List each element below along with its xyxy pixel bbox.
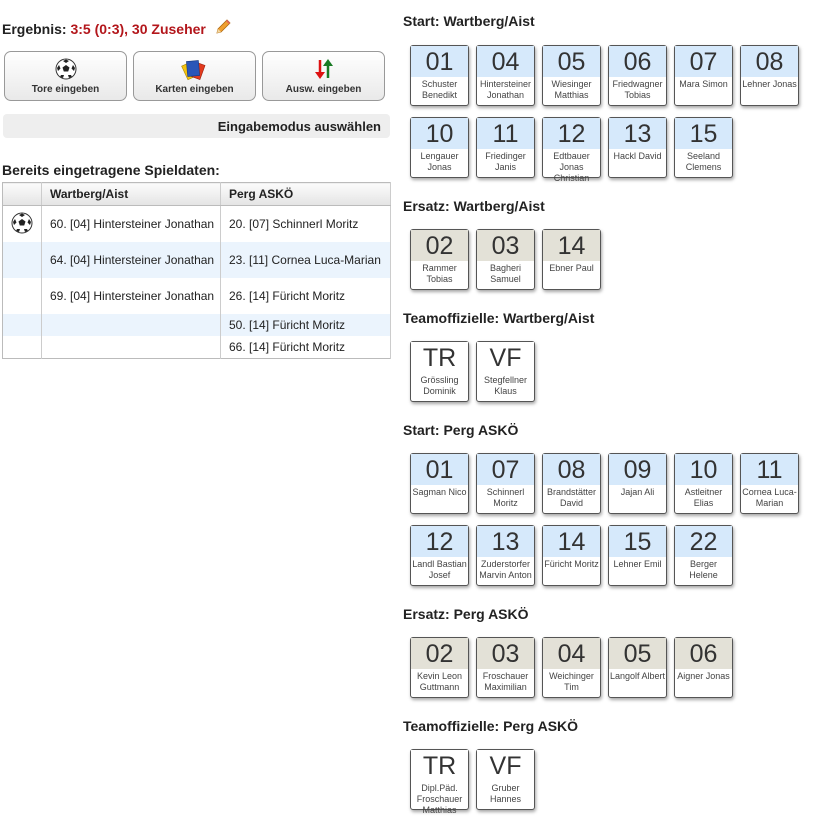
player-number: 01 [411, 46, 468, 77]
cards-icon [134, 58, 255, 80]
events-header-icon [3, 183, 42, 206]
ball-icon [11, 223, 33, 237]
player-card[interactable] [608, 525, 667, 586]
group-title-officials-home: Teamoffizielle: Wartberg/Aist [403, 310, 595, 326]
official-role: VF [477, 342, 534, 373]
group-title-start-away: Start: Perg ASKÖ [403, 422, 519, 438]
player-number: 06 [609, 46, 666, 77]
player-card[interactable] [476, 229, 535, 290]
input-mode-selector[interactable]: Eingabemodus auswählen [3, 114, 390, 138]
player-name: Langolf Albert [609, 671, 666, 681]
enter-goals-button[interactable] [4, 51, 127, 101]
result-label: Ergebnis: [2, 21, 67, 37]
official-role: TR [411, 342, 468, 373]
player-name: Berger Helene [689, 559, 718, 580]
table-row[interactable] [3, 242, 391, 278]
player-card[interactable] [674, 453, 733, 514]
player-card[interactable] [410, 229, 469, 290]
player-card[interactable] [674, 525, 733, 586]
official-name: Grössling Dominik [420, 375, 459, 396]
player-name: Friedinger Janis [485, 151, 526, 172]
event-away-cell: 50. [14] Füricht Moritz [221, 314, 391, 336]
enter-substitutions-label: Ausw. eingeben [285, 84, 362, 95]
enter-cards-label: Karten eingeben [155, 84, 234, 95]
player-number: 08 [741, 46, 798, 77]
player-number: 05 [543, 46, 600, 77]
player-number: 01 [411, 454, 468, 485]
player-card[interactable] [476, 453, 535, 514]
player-number: 02 [411, 230, 468, 261]
group-title-officials-away: Teamoffizielle: Perg ASKÖ [403, 718, 579, 734]
player-card[interactable] [542, 453, 601, 514]
player-name: Rammer Tobias [422, 263, 457, 284]
player-name: Hackl David [613, 151, 662, 161]
player-card[interactable] [608, 453, 667, 514]
player-number: 10 [675, 454, 732, 485]
player-number: 12 [411, 526, 468, 557]
player-number: 07 [477, 454, 534, 485]
player-card[interactable] [542, 525, 601, 586]
player-card[interactable] [410, 117, 469, 178]
table-row[interactable] [3, 278, 391, 314]
player-name: Schinnerl Moritz [486, 487, 525, 508]
player-number: 14 [543, 230, 600, 261]
player-name: Hintersteiner Jonathan [479, 79, 532, 100]
table-row[interactable] [3, 314, 391, 336]
player-name: Astleitner Elias [684, 487, 723, 508]
enter-substitutions-button[interactable] [262, 51, 385, 101]
player-number: 14 [543, 526, 600, 557]
event-away-cell: 26. [14] Füricht Moritz [221, 278, 391, 314]
player-card[interactable] [542, 637, 601, 698]
player-name: Schuster Benedikt [421, 79, 458, 100]
player-name: Froschauer Maximilian [482, 671, 529, 692]
player-name: Friedwagner Tobias [612, 79, 663, 100]
player-number: 03 [477, 230, 534, 261]
event-type-cell [3, 314, 42, 336]
enter-cards-button[interactable] [133, 51, 256, 101]
player-number: 05 [609, 638, 666, 669]
player-number: 03 [477, 638, 534, 669]
result-line [2, 18, 232, 39]
player-name: Weichinger Tim [549, 671, 594, 692]
player-card[interactable] [476, 45, 535, 106]
player-number: 11 [741, 454, 798, 485]
event-away-cell: 23. [11] Cornea Luca-Marian [221, 242, 391, 278]
player-card[interactable] [410, 525, 469, 586]
player-card[interactable] [608, 637, 667, 698]
player-name: Wiesinger Matthias [551, 79, 592, 100]
pencil-edit-icon[interactable] [214, 18, 232, 39]
player-name: Sagman Nico [412, 487, 467, 497]
swap-arrows-icon [263, 58, 384, 80]
player-card[interactable] [542, 229, 601, 290]
player-number: 12 [543, 118, 600, 149]
event-type-cell [3, 206, 42, 243]
player-name: Ebner Paul [549, 263, 594, 273]
event-type-cell [3, 242, 42, 278]
player-card[interactable] [608, 117, 667, 178]
player-name: Aigner Jonas [677, 671, 730, 681]
table-row[interactable] [3, 336, 391, 359]
player-card[interactable] [476, 525, 535, 586]
group-title-subs-away: Ersatz: Perg ASKÖ [403, 606, 529, 622]
official-role: TR [411, 750, 468, 781]
player-card[interactable] [740, 453, 799, 514]
official-name: Stegfellner Klaus [483, 375, 528, 396]
player-number: 13 [477, 526, 534, 557]
events-title: Bereits eingetragene Spieldaten: [2, 162, 220, 178]
event-home-cell [42, 336, 221, 359]
group-title-subs-home: Ersatz: Wartberg/Aist [403, 198, 545, 214]
player-card[interactable] [608, 45, 667, 106]
player-card[interactable] [542, 117, 601, 183]
official-name: Gruber Hannes [489, 783, 522, 804]
player-name: Jajan Ali [620, 487, 655, 497]
events-header-away: Perg ASKÖ [221, 183, 391, 206]
official-name: Dipl.Päd. Froschauer Matthias [416, 783, 463, 815]
event-home-cell: 60. [04] Hintersteiner Jonathan [42, 206, 221, 243]
event-type-cell [3, 278, 42, 314]
official-card[interactable] [410, 341, 469, 402]
event-home-cell: 64. [04] Hintersteiner Jonathan [42, 242, 221, 278]
player-number: 13 [609, 118, 666, 149]
player-number: 02 [411, 638, 468, 669]
player-number: 06 [675, 638, 732, 669]
player-number: 11 [477, 118, 534, 149]
player-name: Bagheri Samuel [489, 263, 522, 284]
player-card[interactable] [476, 117, 535, 178]
player-number: 07 [675, 46, 732, 77]
player-card[interactable] [674, 45, 733, 106]
player-name: Mara Simon [679, 79, 728, 89]
player-number: 10 [411, 118, 468, 149]
player-name: Edtbauer Jonas Christian [553, 151, 590, 183]
table-row[interactable] [3, 206, 391, 243]
player-number: 08 [543, 454, 600, 485]
player-number: 04 [543, 638, 600, 669]
player-number: 15 [609, 526, 666, 557]
player-number: 15 [675, 118, 732, 149]
player-name: Lehner Emil [613, 559, 662, 569]
player-name: Brandstätter David [546, 487, 597, 508]
official-card[interactable] [476, 341, 535, 402]
player-card[interactable] [410, 637, 469, 698]
event-away-cell: 20. [07] Schinnerl Moritz [221, 206, 391, 243]
player-name: Lehner Jonas [742, 79, 797, 89]
player-number: 04 [477, 46, 534, 77]
player-card[interactable] [740, 45, 799, 106]
official-role: VF [477, 750, 534, 781]
events-table [2, 182, 391, 359]
player-card[interactable] [542, 45, 601, 106]
event-away-cell: 66. [14] Füricht Moritz [221, 336, 391, 359]
player-name: Seeland Clemens [685, 151, 722, 172]
player-name: Lengauer Jonas [420, 151, 459, 172]
player-name: Füricht Moritz [544, 559, 599, 569]
player-name: Landl Bastian Josef [412, 559, 467, 580]
events-header-home: Wartberg/Aist [42, 183, 221, 206]
player-card[interactable] [674, 117, 733, 178]
event-home-cell: 69. [04] Hintersteiner Jonathan [42, 278, 221, 314]
player-name: Cornea Luca-Marian [742, 487, 797, 508]
result-value: 3:5 (0:3), 30 Zuseher [70, 21, 206, 37]
player-name: Kevin Leon Guttmann [416, 671, 463, 692]
event-type-cell [3, 336, 42, 359]
official-card[interactable] [410, 749, 469, 815]
player-number: 22 [675, 526, 732, 557]
player-name: Zuderstorfer Marvin Anton [479, 559, 532, 580]
group-title-start-home: Start: Wartberg/Aist [403, 13, 535, 29]
soccer-ball-icon [5, 58, 126, 80]
player-card[interactable] [476, 637, 535, 698]
event-home-cell [42, 314, 221, 336]
player-card[interactable] [410, 45, 469, 106]
player-number: 09 [609, 454, 666, 485]
enter-goals-label: Tore eingeben [31, 84, 100, 95]
official-card[interactable] [476, 749, 535, 810]
player-card[interactable] [410, 453, 469, 514]
player-card[interactable] [674, 637, 733, 698]
events-header-row [3, 183, 391, 206]
